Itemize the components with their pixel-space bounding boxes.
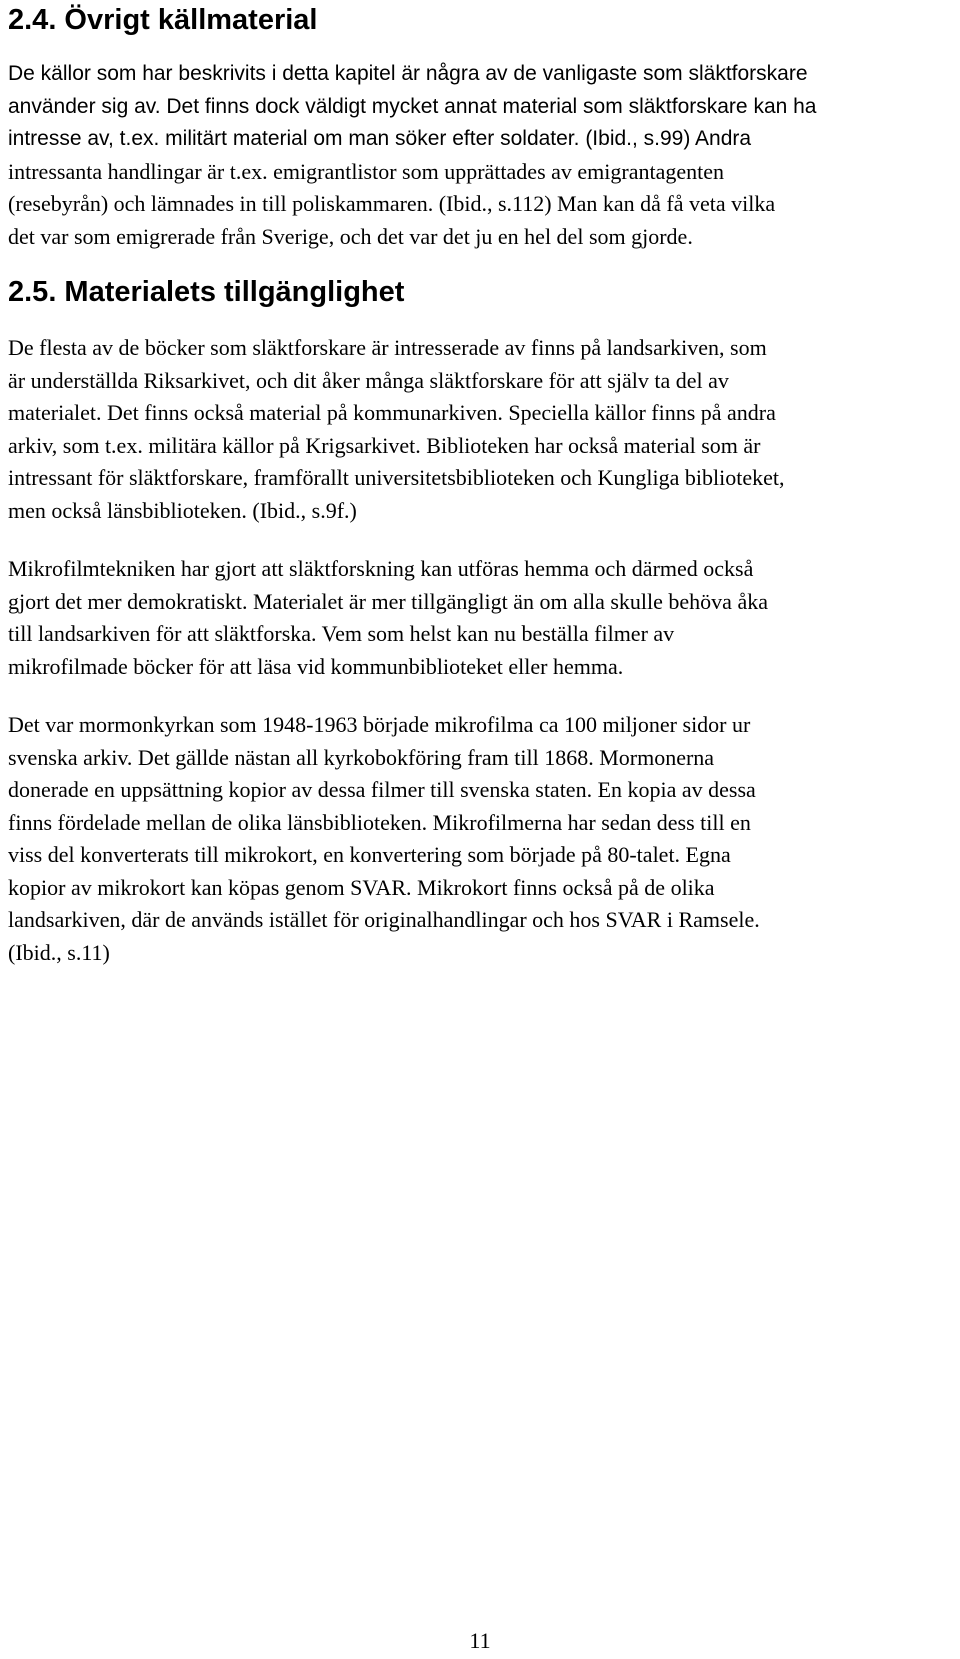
text-line: till landsarkiven för att släktforska. Vem som helst kan nu beställa filmer av xyxy=(8,621,675,646)
text-line: landsarkiven, där de används istället för originalhandlingar och hos SVAR i Ramsele. xyxy=(8,907,760,932)
text-line: donerade en uppsättning kopior av dessa filmer till svenska staten. En kopia av dessa xyxy=(8,777,756,802)
paragraph xyxy=(8,332,952,527)
text-line: svenska arkiv. Det gällde nästan all kyrkobokföring fram till 1868. Mormonerna xyxy=(8,744,715,770)
text-line: finns fördelade mellan de olika länsbiblioteken. Mikrofilmerna har sedan dess till en xyxy=(8,809,751,835)
text-line: arkiv, som t.ex. militära källor på Krigsarkivet. Biblioteken har också material som är xyxy=(8,432,761,458)
text-line: materialet. Det finns också material på kommunarkiven. Speciella källor finns på andra xyxy=(8,400,776,425)
section-heading: 2.5. Materialets tillgänglighet xyxy=(8,276,405,308)
text-line: Mikrofilmtekniken har gjort att släktforskning kan utföras hemma och därmed också xyxy=(8,556,754,581)
text-line: Det var mormonkyrkan som 1948-1963 började mikrofilma ca 100 miljoner sidor ur xyxy=(8,712,751,737)
paragraph xyxy=(8,709,952,969)
text-line: De flesta av de böcker som släktforskare är intresserade av finns på landsarkiven, som xyxy=(8,335,767,360)
paragraph-gap xyxy=(8,683,952,709)
paragraph xyxy=(8,58,952,253)
page-number: 11 xyxy=(469,1628,491,1653)
text-line: gjort det mer demokratiskt. Materialet är mer tillgängligt än om alla skulle behöva åka xyxy=(8,588,768,614)
text-line: det var som emigrerade från Sverige, och det var det ju en hel del som gjorde. xyxy=(8,223,693,249)
text-line: men också länsbiblioteken. (Ibid., s.9f.) xyxy=(8,497,357,523)
paragraph-gap xyxy=(8,527,952,553)
text-line: använder sig av. Det finns dock väldigt mycket annat material som släktforskare kan ha xyxy=(8,94,817,118)
section-heading: 2.4. Övrigt källmaterial xyxy=(8,4,318,36)
paragraph xyxy=(8,553,952,683)
text-line: intresse av, t.ex. militärt material om man söker efter soldater. (Ibid., s.99) Andra xyxy=(8,127,752,150)
text-line: intressanta handlingar är t.ex. emigrantlistor som upprättades av emigrantagenten xyxy=(8,158,724,184)
document-page xyxy=(8,0,952,969)
text-line: intressant för släktforskare, framförallt universitetsbiblioteken och Kungliga biblioteket, xyxy=(8,465,785,490)
text-line: är underställda Riksarkivet, och dit åker många släktforskare för att själv ta del av xyxy=(8,367,729,393)
text-line: viss del konverterats till mikrokort, en konvertering som började på 80-talet. Egna xyxy=(8,842,731,867)
text-line: (Ibid., s.11) xyxy=(8,939,110,965)
text-line: (resebyrån) och lämnades in till poliskammaren. (Ibid., s.112) Man kan då få veta vilka xyxy=(8,191,776,216)
text-line: mikrofilmade böcker för att läsa vid kommunbiblioteket eller hemma. xyxy=(8,653,624,679)
text-line: De källor som har beskrivits i detta kapitel är några av de vanligaste som släktforskare xyxy=(8,62,808,85)
text-line: kopior av mikrokort kan köpas genom SVAR. Mikrokort finns också på de olika xyxy=(8,874,715,900)
